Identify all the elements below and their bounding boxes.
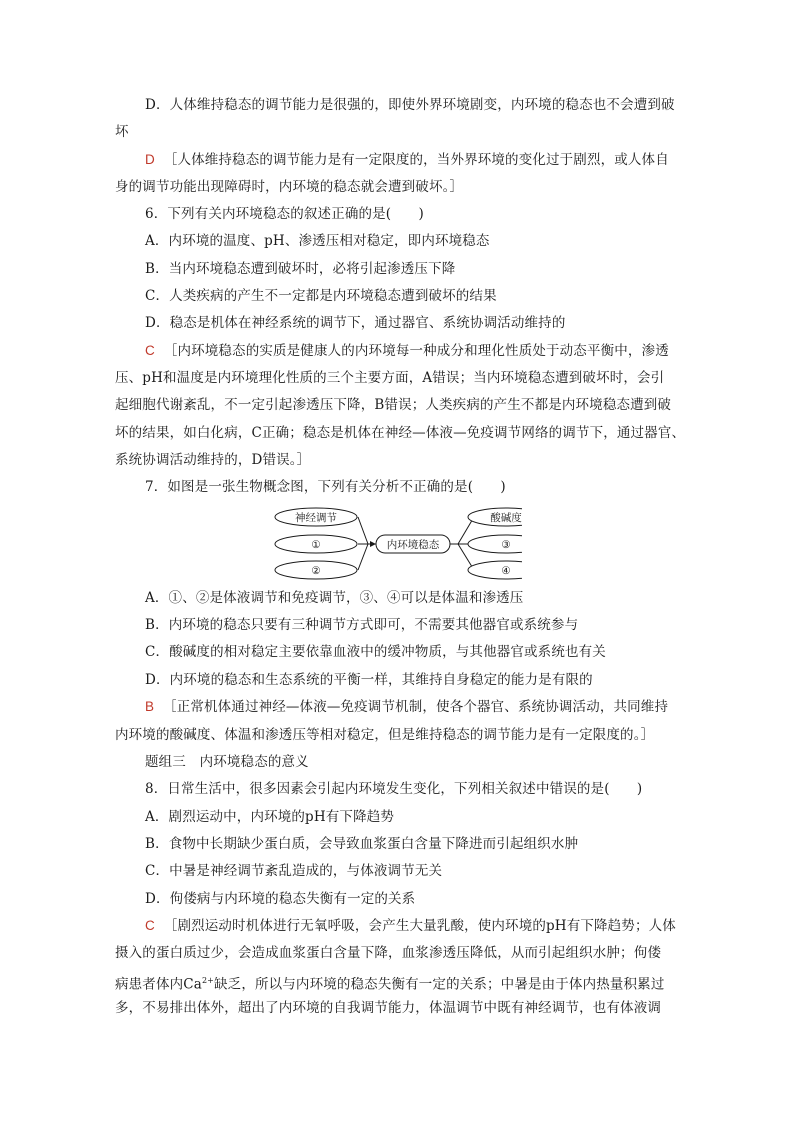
q5-option-d-line2: 坏 [115,124,129,140]
q7-stem: 7．如图是一张生物概念图，下列有关分析不正确的是( ) [145,479,506,495]
q7-explanation-2: 内环境的酸碱度、体温和渗透压等相对稳定，但是维持稳态的调节能力是有一定限度的。］ [115,727,655,743]
q8-explanation-1: ［剧烈运动时机体进行无氧呼吸，会产生大量乳酸，使内环境的pH有下降趋势；人体 [163,918,676,934]
calcium-charge-superscript: 2+ [201,976,215,985]
q7-option-d: D．内环境的稳态和生态系统的平衡一样，其维持自身稳定的能力是有限的 [145,672,593,688]
label-left-top: 神经调节 [295,512,337,524]
q7-answer-line1 [145,698,668,716]
node-right-bot [468,561,522,579]
q7-option-b: B．内环境的稳态只要有三种调节方式即可，不需要其他器官或系统参与 [145,617,579,633]
q6-stem: 6．下列有关内环境稳态的叙述正确的是( ) [145,206,424,222]
q8-explanation-3b: 缺乏，所以与内环境的稳态失衡有一定的关系；中暑是由于体内热量积累过 [214,976,665,993]
q8-answer-line1 [145,917,676,935]
q6-explanation-4: 坏的结果，如白化病，C正确；稳态是机体在神经—体液—免疫调节网络的调节下，通过器官、 [115,425,686,441]
q7-answer-letter: B [145,699,155,714]
q5-option-d-line1: D．人体维持稳态的调节能力是很强的，即使外界环境剧变，内环境的稳态也不会遭到破 [145,97,675,113]
q6-explanation-1: ［内环境稳态的实质是健康人的内环境每一种成分和理化性质处于动态平衡中，渗透 [163,343,669,359]
q5-explanation-1: ［人体维持稳态的调节能力是有一定限度的，当外界环境的变化过于剧烈，或人体自 [163,152,669,168]
q7-option-c: C．酸碱度的相对稳定主要依靠血液中的缓冲物质，与其他器官或系统也有关 [145,644,606,660]
q6-option-d: D．稳态是机体在神经系统的调节下，通过器官、系统协调活动维持的 [145,315,566,331]
q8-option-b: B．食物中长期缺少蛋白质，会导致血浆蛋白含量下降进而引起组织水肿 [145,836,579,852]
q8-explanation-3 [115,972,664,994]
q8-option-a: A．剧烈运动中，内环境的pH有下降趋势 [145,809,395,825]
q7-option-a: A．①、②是体液调节和免疫调节，③、④可以是体温和渗透压 [145,590,524,606]
concept-diagram [272,507,522,583]
q8-answer-letter: C [145,918,155,933]
q8-explanation-4: 多，不易排出体外，超出了内环境的自我调节能力，体温调节中既有神经调节，也有体液调 [115,1000,661,1016]
q5-answer-letter: D [145,152,155,167]
connector-line [358,544,368,570]
q8-explanation-2: 摄入的蛋白质过少，会造成血浆蛋白含量下降，血浆渗透压降低，从而引起组织水肿；佝偻 [115,945,661,961]
q8-option-d: D．佝偻病与内环境的稳态失衡有一定的关系 [145,891,416,907]
q6-option-b: B．当内环境稳态遭到破坏时，必将引起渗透压下降 [145,261,456,277]
q6-option-a: A．内环境的温度、pH、渗透压相对稳定，即内环境稳态 [145,233,490,249]
q6-explanation-3: 起细胞代谢紊乱，不一定引起渗透压下降，B错误；人类疾病的产生不都是内环境稳态遭到破 [115,397,672,413]
q8-explanation-3a: 病患者体内Ca [115,976,202,993]
q6-explanation-2: 压、pH和温度是内环境理化性质的三个主要方面，A错误；当内环境稳态遭到破坏时，会引 [115,370,665,386]
label-center: 内环境稳态 [386,539,440,551]
q7-explanation-1: ［正常机体通过神经—体液—免疫调节机制，使各个器官、系统协调活动，共同维持 [163,699,669,715]
label-right-top: 酸碱度 [490,512,522,524]
q6-option-c: C．人类疾病的产生不一定都是内环境稳态遭到破坏的结果 [145,288,497,304]
q5-answer-line1 [145,151,669,169]
q6-answer-letter: C [145,343,155,358]
node-right-mid [468,535,522,553]
q5-explanation-2: 身的调节功能出现障碍时，内环境的稳态就会遭到破坏。］ [115,179,464,195]
arrow-head [370,541,376,547]
q6-explanation-5: 系统协调活动维持的，D错误。］ [115,452,311,468]
q8-option-c: C．中暑是神经调节紊乱造成的，与体液调节无关 [145,863,443,879]
q8-stem: 8．日常生活中，很多因素会引起内环境发生变化，下列相关叙述中错误的是( ) [145,781,643,797]
connector-line [358,517,368,544]
q6-answer-line1 [145,342,669,360]
label-left-bot: ② [311,565,321,577]
label-left-mid: ① [311,539,321,551]
label-right-mid: ③ [501,539,511,551]
label-right-bot: ④ [501,565,511,577]
group-heading: 题组三 内环境稳态的意义 [145,754,309,770]
